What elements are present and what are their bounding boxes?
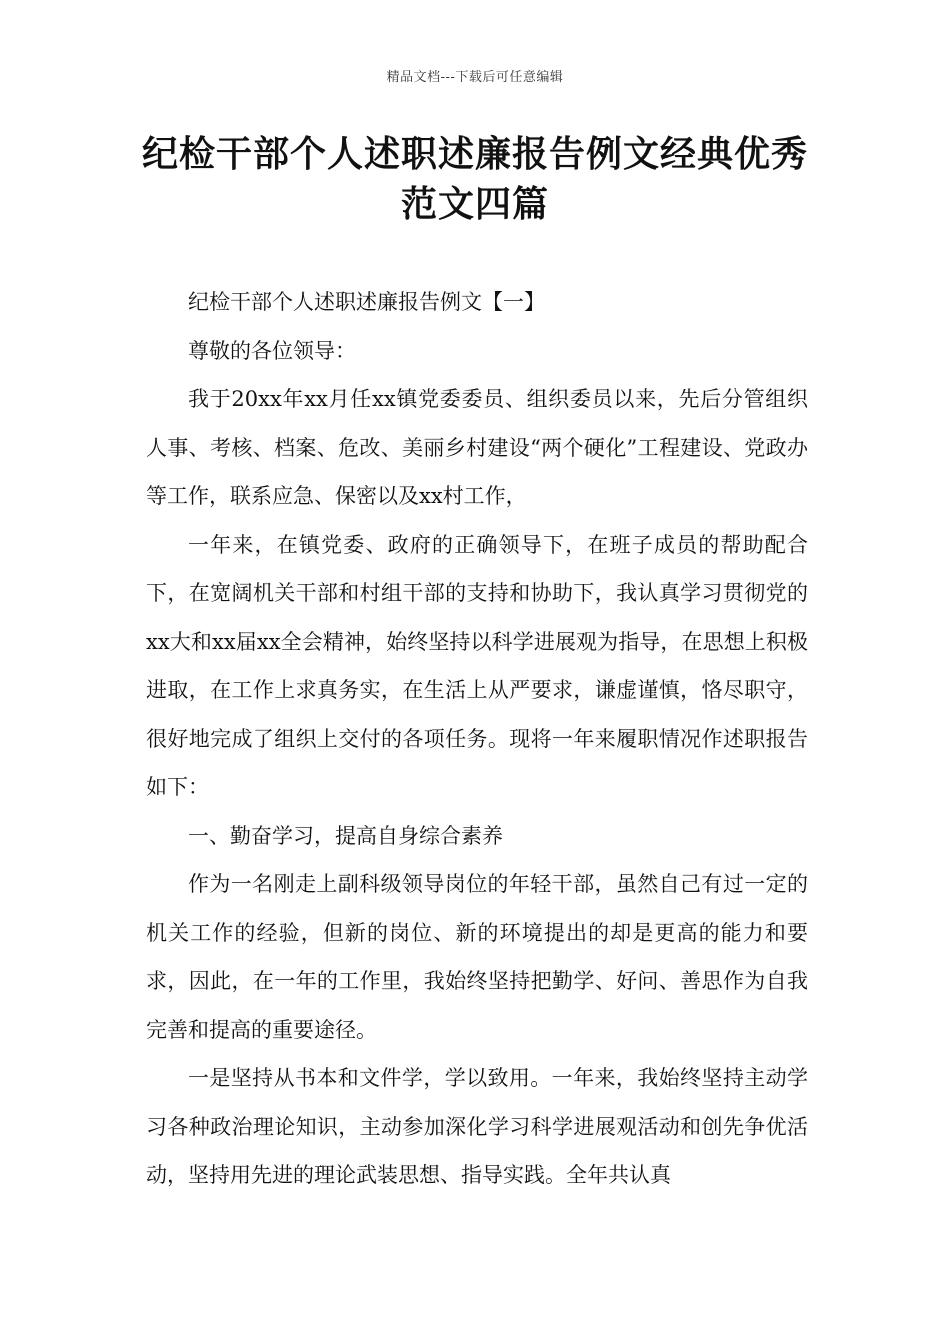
body-paragraph: 一是坚持从书本和文件学，学以致用。一年来，我始终坚持主动学习各种政治理论知识，主动参加深化学习科学进展观活动和创先争优活动，坚持用先进的理论武装思想、指导实践。全年共认真	[146, 1066, 808, 1187]
subsection-heading: 一、勤奋学习，提高自身综合素养	[188, 823, 503, 848]
document-body	[146, 278, 808, 1200]
body-paragraph: 我于20xx年xx月任xx镇党委委员、组织委员以来，先后分管组织人事、考核、档案、危改、美丽乡村建设“两个硬化”工程建设、党政办等工作，联系应急、保密以及xx村工作，	[146, 387, 808, 508]
header-note: 精品文档---下载后可任意编辑	[386, 70, 564, 85]
body-paragraph: 作为一名刚走上副科级领导岗位的年轻干部，虽然自己有过一定的机关工作的经验，但新的岗位、新的环境提出的却是更高的能力和要求，因此，在一年的工作里，我始终坚持把勤学、好问、善思作为自我完善和提高的重要途径。	[146, 872, 808, 1042]
section-heading: 纪检干部个人述职述廉报告例文【一】	[188, 290, 545, 314]
salutation: 尊敬的各位领导：	[188, 338, 356, 363]
body-paragraph: 一年来，在镇党委、政府的正确领导下，在班子成员的帮助配合下，在宽阔机关干部和村组干部的支持和协助下，我认真学习贯彻党的xx大和xx届xx全会精神，始终坚持以科学进展观为指导，在思想上积极进取，在工作上求真务实，在生活上从严要求，谦虚谨慎，恪尽职守，很好地完成了组织上交付的各项任务。现将一年来履职情况作述职报告如下：	[146, 532, 808, 799]
document-title: 纪检干部个人述职述廉报告例文经典优秀范文四篇	[141, 134, 808, 225]
